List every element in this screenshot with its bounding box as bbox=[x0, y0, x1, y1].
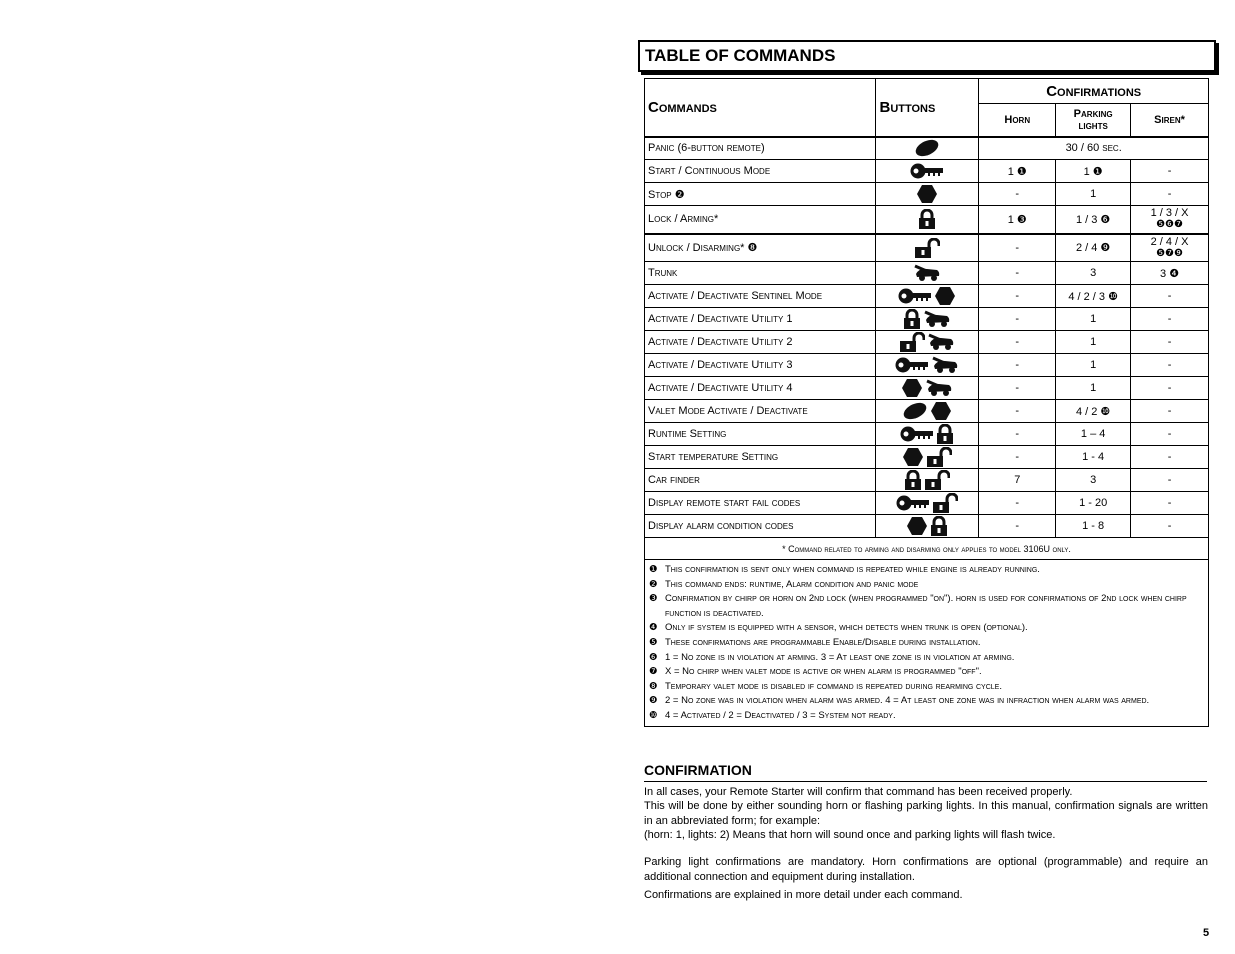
siren-value: - bbox=[1131, 331, 1209, 354]
parking-value: 1 / 3 ❻ bbox=[1056, 206, 1131, 234]
note-text: Confirmation by chirp or horn on 2nd lock (when programmed "on"). horn is used for confirmations of 2nd lock when chirp function is deactivated. bbox=[665, 593, 1187, 619]
siren-value: - bbox=[1131, 423, 1209, 446]
command-label: Start / Continuous Mode bbox=[645, 160, 876, 183]
horn-value: - bbox=[979, 308, 1056, 331]
parking-value: 3 bbox=[1056, 262, 1131, 285]
note-text: Temporary valet mode is disabled if command is repeated during rearming cycle. bbox=[665, 680, 1002, 692]
table-row bbox=[645, 206, 1209, 234]
command-label: Display alarm condition codes bbox=[645, 515, 876, 538]
parking-value: 2 / 4 ❾ bbox=[1056, 234, 1131, 262]
note-item bbox=[649, 621, 1204, 636]
note-number: ❾ bbox=[649, 695, 658, 707]
button-icons bbox=[876, 137, 979, 160]
lock-button-icon bbox=[930, 516, 948, 536]
parking-value: 1 bbox=[1056, 308, 1131, 331]
key-button-icon bbox=[895, 356, 929, 374]
note-number: ❽ bbox=[649, 680, 658, 692]
trunk-button-icon bbox=[925, 378, 953, 398]
key-button-icon bbox=[896, 494, 930, 512]
siren-value: 2 / 4 / X bbox=[1150, 235, 1189, 248]
header-buttons: Buttons bbox=[876, 79, 979, 137]
note-text: These confirmations are programmable Enable/Disable during installation. bbox=[665, 636, 981, 648]
command-label: Activate / Deactivate Sentinel Mode bbox=[645, 285, 876, 308]
paragraph-5: Confirmations are explained in more detail under each command. bbox=[644, 889, 963, 901]
lock-button-icon bbox=[903, 309, 921, 329]
siren-value: - bbox=[1131, 308, 1209, 331]
command-label: Unlock / Disarming* ❽ bbox=[645, 234, 876, 262]
hex-button-icon bbox=[906, 516, 928, 536]
siren-value: 3 ❹ bbox=[1131, 262, 1209, 285]
table-row bbox=[645, 492, 1209, 515]
horn-value: - bbox=[979, 234, 1056, 262]
paragraph-3: (horn: 1, lights: 2) Means that horn will sound once and parking lights will flash twice. bbox=[644, 829, 1056, 841]
button-icons bbox=[876, 492, 979, 515]
siren-value: - bbox=[1131, 515, 1209, 538]
button-icons bbox=[876, 308, 979, 331]
horn-value: - bbox=[979, 377, 1056, 400]
horn-value: - bbox=[979, 262, 1056, 285]
note-number: ❺ bbox=[649, 636, 658, 648]
note-text: 2 = No zone was in violation when alarm was armed. 4 = At least one zone was in infraction when alarm was armed. bbox=[665, 695, 1150, 707]
button-icons bbox=[876, 446, 979, 469]
button-icons bbox=[876, 285, 979, 308]
horn-value: - bbox=[979, 515, 1056, 538]
note-item bbox=[649, 563, 1204, 578]
horn-value: - bbox=[979, 331, 1056, 354]
horn-value: - bbox=[979, 423, 1056, 446]
unlock-button-icon bbox=[932, 493, 958, 513]
table-row bbox=[645, 515, 1209, 538]
hex-button-icon bbox=[902, 447, 924, 467]
command-label: Panic (6-button remote) bbox=[645, 137, 876, 160]
horn-value: - bbox=[979, 285, 1056, 308]
section-title: CONFIRMATION bbox=[644, 762, 1207, 782]
header-horn: Horn bbox=[979, 104, 1056, 137]
button-icons bbox=[876, 160, 979, 183]
oval-button-icon bbox=[914, 138, 940, 158]
command-label: Lock / Arming* bbox=[645, 206, 876, 234]
table-row bbox=[645, 469, 1209, 492]
command-label: Stop ❷ bbox=[645, 183, 876, 206]
unlock-button-icon bbox=[924, 470, 950, 490]
hex-button-icon bbox=[934, 286, 956, 306]
lock-button-icon bbox=[936, 424, 954, 444]
parking-value: 1 bbox=[1056, 183, 1131, 206]
parking-value: 1 bbox=[1056, 331, 1131, 354]
key-button-icon bbox=[900, 425, 934, 443]
note-item bbox=[649, 694, 1204, 709]
note-item bbox=[649, 592, 1204, 621]
horn-value: 1 ❶ bbox=[979, 160, 1056, 183]
trunk-button-icon bbox=[931, 355, 959, 375]
button-icons bbox=[876, 234, 979, 262]
button-icons bbox=[876, 262, 979, 285]
table-row bbox=[645, 160, 1209, 183]
button-icons bbox=[876, 469, 979, 492]
siren-notes: ❺❼❾ bbox=[1156, 247, 1183, 259]
header-parking: Parking lights bbox=[1056, 104, 1131, 137]
hex-button-icon bbox=[916, 184, 938, 204]
button-icons bbox=[876, 515, 979, 538]
siren-value: - bbox=[1131, 400, 1209, 423]
button-icons bbox=[876, 423, 979, 446]
button-icons bbox=[876, 331, 979, 354]
button-icons bbox=[876, 183, 979, 206]
note-text: This confirmation is sent only when command is repeated while engine is already running. bbox=[665, 564, 1040, 575]
header-commands: Commands bbox=[645, 79, 876, 137]
table-row bbox=[645, 183, 1209, 206]
note-text: X = No chirp when valet mode is active or when alarm is programmed "off". bbox=[665, 666, 982, 678]
siren-value: - bbox=[1131, 160, 1209, 183]
command-label: Display remote start fail codes bbox=[645, 492, 876, 515]
horn-value: - bbox=[979, 446, 1056, 469]
parking-value: 1 - 8 bbox=[1056, 515, 1131, 538]
panic-confirmation: 30 / 60 sec. bbox=[979, 137, 1209, 160]
siren-value: - bbox=[1131, 469, 1209, 492]
note-item bbox=[649, 636, 1204, 651]
parking-value: 1 bbox=[1056, 377, 1131, 400]
note-item bbox=[649, 680, 1204, 695]
note-text: This command ends: runtime, Alarm condition and panic mode bbox=[665, 578, 919, 590]
table-row bbox=[645, 400, 1209, 423]
page-number: 5 bbox=[1203, 927, 1210, 939]
horn-value: 1 ❸ bbox=[979, 206, 1056, 234]
horn-value: - bbox=[979, 492, 1056, 515]
header-siren: Siren* bbox=[1131, 104, 1209, 137]
note-number: ❿ bbox=[649, 709, 658, 721]
siren-value: - bbox=[1131, 354, 1209, 377]
button-icons bbox=[876, 377, 979, 400]
hex-button-icon bbox=[901, 378, 923, 398]
command-label: Trunk bbox=[645, 262, 876, 285]
key-button-icon bbox=[898, 287, 932, 305]
parking-value: 4 / 2 ❿ bbox=[1056, 400, 1131, 423]
horn-value: 7 bbox=[979, 469, 1056, 492]
trunk-button-icon bbox=[927, 332, 955, 352]
note-number: ❸ bbox=[649, 593, 658, 605]
trunk-button-icon bbox=[913, 263, 941, 283]
command-label: Activate / Deactivate Utility 4 bbox=[645, 377, 876, 400]
note-item bbox=[649, 578, 1204, 593]
note-number: ❷ bbox=[649, 578, 658, 590]
page bbox=[638, 40, 1216, 901]
note-item bbox=[649, 651, 1204, 666]
unlock-button-icon bbox=[926, 447, 952, 467]
button-icons bbox=[876, 400, 979, 423]
paragraph-2: This will be done by either sounding horn or flashing parking lights. In this manual, confirmation signals are written in an abbreviated form; for example: bbox=[644, 800, 1208, 827]
command-label: Activate / Deactivate Utility 2 bbox=[645, 331, 876, 354]
siren-value: - bbox=[1131, 446, 1209, 469]
command-label: Activate / Deactivate Utility 3 bbox=[645, 354, 876, 377]
note-number: ❹ bbox=[649, 622, 658, 634]
siren-value: - bbox=[1131, 183, 1209, 206]
horn-value: - bbox=[979, 400, 1056, 423]
table-row bbox=[645, 234, 1209, 262]
parking-value: 1 - 4 bbox=[1056, 446, 1131, 469]
notes-list bbox=[645, 560, 1209, 727]
oval-button-icon bbox=[902, 401, 928, 421]
siren-value: - bbox=[1131, 285, 1209, 308]
siren-value: - bbox=[1131, 377, 1209, 400]
header-confirmations: Confirmations bbox=[979, 79, 1209, 104]
horn-value: - bbox=[979, 354, 1056, 377]
lock-button-icon bbox=[918, 209, 936, 229]
note-text: 4 = Activated / 2 = Deactivated / 3 = System not ready. bbox=[665, 709, 896, 721]
table-row bbox=[645, 331, 1209, 354]
parking-value: 3 bbox=[1056, 469, 1131, 492]
table-row bbox=[645, 377, 1209, 400]
lock-button-icon bbox=[904, 470, 922, 490]
command-label: Runtime Setting bbox=[645, 423, 876, 446]
commands-table bbox=[644, 78, 1209, 727]
note-item bbox=[649, 665, 1204, 680]
hex-button-icon bbox=[930, 401, 952, 421]
paragraph-4: Parking light confirmations are mandatory. Horn confirmations are optional (programmable) and require an additional connection and equipment during installation. bbox=[644, 856, 1208, 883]
siren-notes: ❺❻❼ bbox=[1156, 219, 1183, 231]
command-label: Car finder bbox=[645, 469, 876, 492]
table-row bbox=[645, 446, 1209, 469]
command-label: Start temperature Setting bbox=[645, 446, 876, 469]
button-icons bbox=[876, 354, 979, 377]
table-row bbox=[645, 423, 1209, 446]
horn-value: - bbox=[979, 183, 1056, 206]
table-row bbox=[645, 285, 1209, 308]
table-footnote: * Command related to arming and disarming only applies to model 3106U only. bbox=[645, 538, 1209, 560]
table-row bbox=[645, 308, 1209, 331]
button-icons bbox=[876, 206, 979, 234]
note-number: ❻ bbox=[649, 651, 658, 663]
parking-value: 1 ❶ bbox=[1056, 160, 1131, 183]
parking-value: 1 – 4 bbox=[1056, 423, 1131, 446]
note-item bbox=[649, 709, 1204, 724]
note-text: Only if system is equipped with a sensor, which detects when trunk is open (optional). bbox=[665, 622, 1028, 634]
parking-value: 1 bbox=[1056, 354, 1131, 377]
siren-value: 1 / 3 / X bbox=[1150, 207, 1189, 220]
command-label: Activate / Deactivate Utility 1 bbox=[645, 308, 876, 331]
paragraph-1: In all cases, your Remote Starter will confirm that command has been received properly. bbox=[644, 786, 1073, 798]
note-text: 1 = No zone is in violation at arming. 3 = At least one zone is in violation at arming. bbox=[665, 651, 1015, 663]
command-label: Valet Mode Activate / Deactivate bbox=[645, 400, 876, 423]
table-row bbox=[645, 354, 1209, 377]
unlock-button-icon bbox=[899, 332, 925, 352]
siren-value: - bbox=[1131, 492, 1209, 515]
unlock-button-icon bbox=[914, 238, 940, 258]
note-number: ❼ bbox=[649, 666, 658, 678]
page-title: TABLE OF COMMANDS bbox=[638, 40, 1216, 72]
table-row bbox=[645, 262, 1209, 285]
parking-value: 1 - 20 bbox=[1056, 492, 1131, 515]
parking-value: 4 / 2 / 3 ❿ bbox=[1056, 285, 1131, 308]
key-button-icon bbox=[910, 162, 944, 180]
note-number: ❶ bbox=[649, 564, 658, 575]
trunk-button-icon bbox=[923, 309, 951, 329]
